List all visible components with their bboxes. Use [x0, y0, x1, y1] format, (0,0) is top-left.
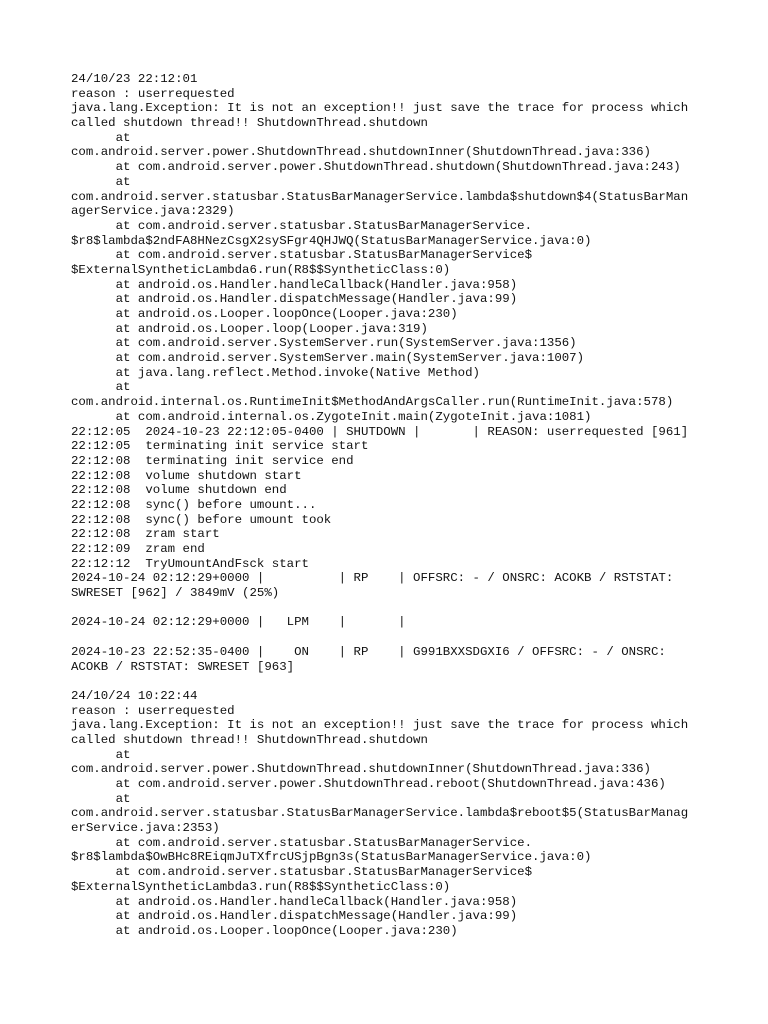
log-line: com.android.server.statusbar.StatusBarManagerService.lambda$reboot$5(StatusBarManag	[71, 806, 689, 821]
log-line: 22:12:08 sync() before umount...	[71, 497, 317, 512]
log-line: 22:12:08 sync() before umount took	[71, 512, 332, 527]
log-line: at android.os.Handler.dispatchMessage(Handler.java:99)	[71, 909, 518, 924]
log-document	[71, 72, 701, 939]
log-line: at com.android.internal.os.ZygoteInit.main(ZygoteInit.java:1081)	[71, 409, 592, 424]
log-line: at	[71, 747, 131, 762]
log-line: 24/10/24 10:22:44	[71, 688, 198, 703]
log-line: at com.android.server.statusbar.StatusBarManagerService$	[71, 248, 533, 263]
log-line	[71, 674, 701, 689]
log-line: com.android.server.power.ShutdownThread.shutdownInner(ShutdownThread.java:336)	[71, 145, 651, 160]
log-line: at com.android.server.statusbar.StatusBarManagerService.	[71, 218, 533, 233]
log-line: at	[71, 174, 131, 189]
log-line: 22:12:08 volume shutdown end	[71, 483, 287, 498]
log-line: java.lang.Exception: It is not an exception!! just save the trace for process which	[71, 718, 689, 733]
log-line: com.android.server.statusbar.StatusBarManagerService.lambda$shutdown$4(StatusBarMan	[71, 189, 689, 204]
log-line	[71, 630, 701, 645]
log-line: at android.os.Handler.handleCallback(Handler.java:958)	[71, 894, 518, 909]
log-line: at android.os.Looper.loopOnce(Looper.java:230)	[71, 923, 458, 938]
log-line	[71, 601, 701, 616]
log-line: 24/10/23 22:12:01	[71, 72, 198, 86]
log-line: at com.android.server.power.ShutdownThread.reboot(ShutdownThread.java:436)	[71, 777, 666, 791]
log-line: at android.os.Handler.dispatchMessage(Handler.java:99)	[71, 292, 518, 307]
log-line: 22:12:09 zram end	[71, 542, 205, 556]
log-line: at java.lang.reflect.Method.invoke(Native Method)	[71, 365, 480, 380]
log-line: at	[71, 791, 131, 806]
log-line: at com.android.server.statusbar.StatusBarManagerService$	[71, 865, 533, 880]
log-line: 22:12:05 terminating init service start	[71, 439, 369, 454]
log-line: 2024-10-24 02:12:29+0000 | | RP | OFFSRC: - / ONSRC: ACOKB / RSTSTAT:	[71, 571, 674, 586]
log-line: SWRESET [962] / 3849mV (25%)	[71, 586, 280, 601]
log-line: at android.os.Handler.handleCallback(Handler.java:958)	[71, 277, 518, 292]
log-line: 22:12:08 zram start	[71, 527, 220, 542]
log-line: java.lang.Exception: It is not an exception!! just save the trace for process which	[71, 101, 689, 116]
log-line: 22:12:12 TryUmountAndFsck start	[71, 556, 309, 571]
log-line: at android.os.Looper.loop(Looper.java:319)	[71, 321, 428, 336]
log-line: called shutdown thread!! ShutdownThread.shutdown	[71, 732, 428, 747]
log-line: at	[71, 380, 131, 395]
log-line: at android.os.Looper.loopOnce(Looper.java:230)	[71, 307, 458, 321]
log-line: at com.android.server.power.ShutdownThread.shutdown(ShutdownThread.java:243)	[71, 160, 681, 175]
log-line: 22:12:05 2024-10-23 22:12:05-0400 | SHUTDOWN | | REASON: userrequested [961]	[71, 424, 689, 439]
log-line: ACOKB / RSTSTAT: SWRESET [963]	[71, 659, 295, 674]
log-line: $r8$lambda$OwBHc8REiqmJuTXfrcUSjpBgn3s(StatusBarManagerService.java:0)	[71, 850, 592, 865]
log-line: $ExternalSyntheticLambda3.run(R8$$SyntheticClass:0)	[71, 879, 451, 894]
log-line: reason : userrequested	[71, 703, 235, 718]
log-line: reason : userrequested	[71, 86, 235, 101]
log-line: 22:12:08 volume shutdown start	[71, 468, 302, 483]
log-line: at com.android.server.statusbar.StatusBarManagerService.	[71, 835, 533, 850]
log-line: $r8$lambda$2ndFA8HNezCsgX2sySFgr4QHJWQ(StatusBarManagerService.java:0)	[71, 233, 592, 248]
log-line: 2024-10-23 22:52:35-0400 | ON | RP | G991BXXSDGXI6 / OFFSRC: - / ONSRC:	[71, 644, 666, 659]
log-line: agerService.java:2329)	[71, 204, 235, 219]
log-line: com.android.internal.os.RuntimeInit$MethodAndArgsCaller.run(RuntimeInit.java:578)	[71, 395, 674, 410]
log-line: erService.java:2353)	[71, 821, 220, 836]
log-line: at com.android.server.SystemServer.main(SystemServer.java:1007)	[71, 351, 585, 366]
log-line: com.android.server.power.ShutdownThread.shutdownInner(ShutdownThread.java:336)	[71, 762, 651, 777]
log-line: at com.android.server.SystemServer.run(SystemServer.java:1356)	[71, 336, 577, 351]
log-line: 2024-10-24 02:12:29+0000 | LPM | |	[71, 615, 406, 630]
log-line: $ExternalSyntheticLambda6.run(R8$$SyntheticClass:0)	[71, 262, 451, 277]
log-line: 22:12:08 terminating init service end	[71, 453, 354, 468]
log-line: at	[71, 130, 131, 145]
log-line: called shutdown thread!! ShutdownThread.shutdown	[71, 116, 428, 131]
